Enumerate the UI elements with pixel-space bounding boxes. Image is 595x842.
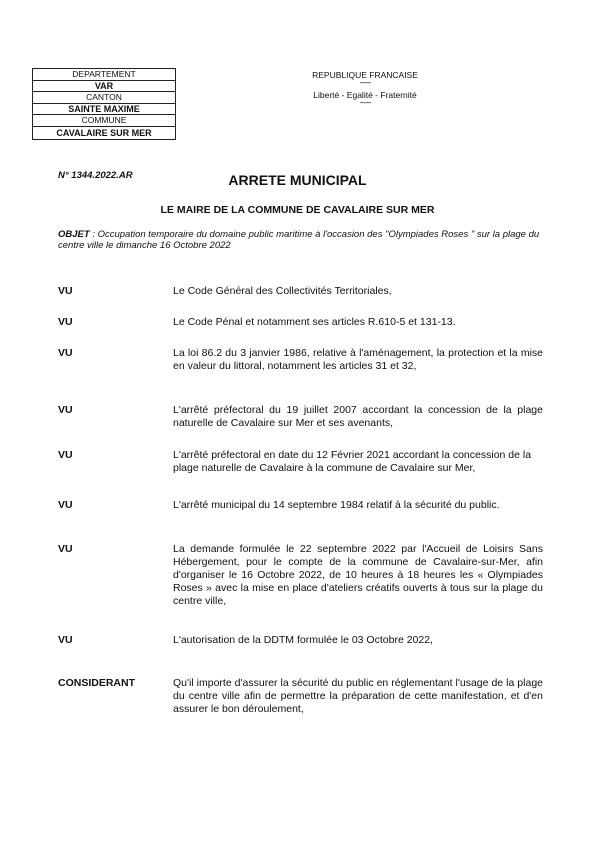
admin-commune-value: CAVALAIRE SUR MER: [56, 127, 152, 138]
admin-commune-label: COMMUNE: [33, 115, 175, 127]
clause-key: VU: [58, 285, 73, 297]
page-title: ARRETE MUNICIPAL: [228, 172, 367, 188]
clause-key: VU: [58, 404, 73, 416]
clause-key: VU: [58, 543, 73, 555]
republic-title: REPUBLIQUE FRANCAISE: [312, 70, 418, 80]
clause-key: VU: [58, 634, 73, 646]
clause-text: L'arrêté préfectoral du 19 juillet 2007 accordant la concession de la plage naturelle de Cavalaire sur Mer et ses avenants,: [173, 404, 543, 429]
clause-vu-2: [58, 316, 543, 329]
admin-departement-label: DEPARTEMENT: [33, 69, 175, 81]
objet-paragraph: [58, 229, 543, 251]
clause-vu-1: [58, 285, 543, 298]
clause-text: L'arrêté municipal du 14 septembre 1984 relatif à la sécurité du public.: [173, 499, 500, 511]
clause-text: Qu'il importe d'assurer la sécurité du public en réglementant l'usage de la plage du centre ville afin de permettre la préparation de cette manifestation, et d'en assurer le bon déroulement,: [173, 677, 543, 715]
clause-text: Le Code Pénal et notamment ses articles R.610-5 et 131-13.: [173, 316, 456, 328]
clause-key: VU: [58, 316, 73, 328]
clause-text: Le Code Général des Collectivités Territoriales,: [173, 285, 392, 297]
clause-text: La loi 86.2 du 3 janvier 1986, relative à l'aménagement, la protection et la mise en valeur du littoral, notamment les articles 31 et 32,: [173, 347, 543, 372]
admin-departement-value: VAR: [33, 81, 175, 93]
administrative-box: [32, 68, 176, 140]
clause-key: VU: [58, 347, 73, 359]
republic-block: [290, 70, 440, 107]
admin-canton-label: CANTON: [33, 92, 175, 104]
clause-vu-4: [58, 404, 543, 430]
republic-separator-1: --------: [359, 80, 371, 87]
clause-text: La demande formulée le 22 septembre 2022 par l'Accueil de Loisirs Sans Hébergement, pour le compte de la commune de Cavalaire-sur-Mer, afin d'organiser le 16 Octobre 2022, de 10 heures à 18 heures les « Olympiades Roses » avec la mise en place d'ateliers créatifs ouverts à tous sur la plage du centre ville,: [173, 543, 543, 607]
objet-text: : Occupation temporaire du domaine public maritime à l'occasion des "Olympiades Roses " sur la plage du centre ville le dimanche 16 Octobre 2022: [58, 229, 540, 251]
clause-vu-3: [58, 347, 543, 373]
clause-vu-5: [58, 449, 543, 475]
republic-motto: Liberté - Egalité - Fraternité: [313, 90, 417, 100]
admin-canton-value: SAINTE MAXIME: [33, 104, 175, 116]
clause-key: VU: [58, 499, 73, 511]
objet-label: OBJET: [58, 229, 90, 240]
republic-separator-2: --------: [359, 100, 371, 107]
clause-vu-8: [58, 634, 543, 647]
clause-key: VU: [58, 449, 73, 461]
clause-key: CONSIDERANT: [58, 677, 136, 689]
clause-text: L'arrêté préfectoral en date du 12 Février 2021 accordant la concession de la plage naturelle de Cavalaire à la commune de Cavalaire sur Mer,: [173, 449, 532, 474]
clause-considerant: [58, 677, 543, 716]
clause-vu-6: [58, 499, 543, 512]
page-subtitle: LE MAIRE DE LA COMMUNE DE CAVALAIRE SUR MER: [160, 204, 435, 216]
arrete-number: N° 1344.2022.AR: [58, 170, 133, 181]
clause-vu-7: [58, 543, 543, 608]
clause-text: L'autorisation de la DDTM formulée le 03 Octobre 2022,: [173, 634, 433, 646]
